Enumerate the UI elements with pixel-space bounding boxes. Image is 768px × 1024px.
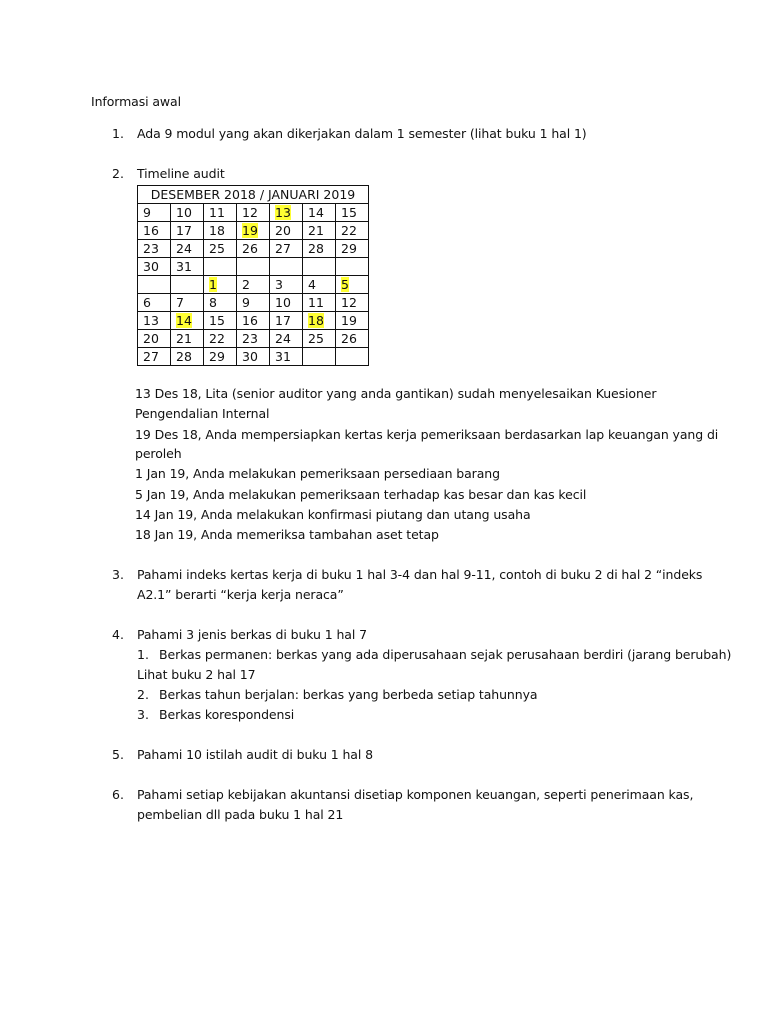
item-number: 1. (112, 126, 124, 141)
calendar-cell: 23 (138, 240, 171, 258)
calendar-cell: 27 (138, 348, 171, 366)
item-text: Pahami 3 jenis berkas di buku 1 hal 7 (137, 627, 367, 642)
calendar-cell: 25 (303, 330, 336, 348)
calendar-cell: 7 (171, 294, 204, 312)
calendar-row (138, 348, 369, 366)
item-text: Pahami 10 istilah audit di buku 1 hal 8 (137, 747, 373, 762)
calendar-cell: 29 (204, 348, 237, 366)
calendar-cell: 13 (138, 312, 171, 330)
calendar-cell: 26 (336, 330, 369, 348)
calendar-cell: 11 (303, 294, 336, 312)
calendar-cell (237, 258, 270, 276)
subitem-number: 1. (137, 647, 149, 662)
item-number: 3. (112, 567, 124, 582)
heading: Informasi awal (91, 94, 181, 109)
calendar-cell: 12 (237, 204, 270, 222)
subitem-number: 2. (137, 687, 149, 702)
calendar-cell (138, 276, 171, 294)
calendar-row (138, 204, 369, 222)
calendar-cell: 28 (303, 240, 336, 258)
calendar-row (138, 276, 369, 294)
subitem-number: 3. (137, 707, 149, 722)
subitem-text: Berkas tahun berjalan: berkas yang berbeda setiap tahunnya (159, 687, 538, 702)
calendar-cell: 8 (204, 294, 237, 312)
calendar-cell (336, 258, 369, 276)
highlighted-date: 18 (308, 313, 324, 328)
item-text: pembelian dll pada buku 1 hal 21 (137, 807, 344, 822)
calendar-cell: 30 (237, 348, 270, 366)
calendar-title-row (138, 186, 369, 204)
subitem-text: Lihat buku 2 hal 17 (137, 667, 256, 682)
calendar-row (138, 258, 369, 276)
item-text: Ada 9 modul yang akan dikerjakan dalam 1 semester (lihat buku 1 hal 1) (137, 126, 587, 141)
calendar-cell: 15 (204, 312, 237, 330)
calendar-cell: 18 (204, 222, 237, 240)
calendar-table (137, 185, 369, 366)
calendar-cell: 10 (270, 294, 303, 312)
calendar-cell: 26 (237, 240, 270, 258)
calendar-cell: 31 (171, 258, 204, 276)
calendar-title: DESEMBER 2018 / JANUARI 2019 (138, 186, 369, 204)
calendar-cell: 16 (237, 312, 270, 330)
calendar-cell: 27 (270, 240, 303, 258)
calendar-cell (171, 276, 204, 294)
highlighted-date: 1 (209, 277, 217, 292)
timeline-note: Pengendalian Internal (135, 406, 270, 421)
calendar-cell: 21 (303, 222, 336, 240)
calendar-cell: 9 (237, 294, 270, 312)
calendar-cell: 17 (171, 222, 204, 240)
calendar-cell: 15 (336, 204, 369, 222)
item-text: Timeline audit (137, 166, 225, 181)
item-number: 5. (112, 747, 124, 762)
item-text: A2.1” berarti “kerja kerja neraca” (137, 587, 344, 602)
calendar-cell: 30 (138, 258, 171, 276)
item-number: 2. (112, 166, 124, 181)
calendar-cell: 29 (336, 240, 369, 258)
calendar-cell (204, 258, 237, 276)
calendar-cell (303, 348, 336, 366)
subitem-text: Berkas korespondensi (159, 707, 295, 722)
calendar-row (138, 330, 369, 348)
calendar-cell: 11 (204, 204, 237, 222)
calendar-cell: 16 (138, 222, 171, 240)
timeline-note: 18 Jan 19, Anda memeriksa tambahan aset tetap (135, 527, 439, 542)
subitem-text: Berkas permanen: berkas yang ada diperusahaan sejak perusahaan berdiri (jarang berubah) (159, 647, 732, 662)
calendar-cell: 2 (237, 276, 270, 294)
calendar-cell (237, 222, 270, 240)
calendar-cell: 21 (171, 330, 204, 348)
calendar-row (138, 294, 369, 312)
timeline-note: 1 Jan 19, Anda melakukan pemeriksaan persediaan barang (135, 466, 500, 481)
calendar-cell: 20 (270, 222, 303, 240)
calendar-cell (270, 204, 303, 222)
calendar-cell: 24 (270, 330, 303, 348)
item-number: 6. (112, 787, 124, 802)
calendar-cell: 9 (138, 204, 171, 222)
calendar-cell: 22 (336, 222, 369, 240)
calendar-cell (336, 276, 369, 294)
calendar-cell: 6 (138, 294, 171, 312)
highlighted-date: 5 (341, 277, 349, 292)
calendar-cell: 31 (270, 348, 303, 366)
calendar-cell: 12 (336, 294, 369, 312)
calendar-cell: 3 (270, 276, 303, 294)
calendar-cell (336, 348, 369, 366)
calendar-cell (303, 258, 336, 276)
calendar-cell: 4 (303, 276, 336, 294)
timeline-note: 14 Jan 19, Anda melakukan konfirmasi piutang dan utang usaha (135, 507, 531, 522)
item-text: Pahami setiap kebijakan akuntansi disetiap komponen keuangan, seperti penerimaan kas, (137, 787, 694, 802)
highlighted-date: 13 (275, 205, 291, 220)
calendar-cell: 19 (336, 312, 369, 330)
calendar-cell: 23 (237, 330, 270, 348)
calendar-cell: 17 (270, 312, 303, 330)
item-number: 4. (112, 627, 124, 642)
calendar-cell (303, 312, 336, 330)
calendar-cell: 10 (171, 204, 204, 222)
calendar-cell: 20 (138, 330, 171, 348)
calendar-row (138, 222, 369, 240)
highlighted-date: 14 (176, 313, 192, 328)
calendar-cell: 28 (171, 348, 204, 366)
timeline-note: 13 Des 18, Lita (senior auditor yang anda gantikan) sudah menyelesaikan Kuesioner (135, 386, 657, 401)
item-text: Pahami indeks kertas kerja di buku 1 hal 3-4 dan hal 9-11, contoh di buku 2 di hal 2 “indeks (137, 567, 703, 582)
calendar-cell: 24 (171, 240, 204, 258)
calendar-row (138, 240, 369, 258)
calendar-cell: 22 (204, 330, 237, 348)
calendar-row (138, 312, 369, 330)
timeline-note: 5 Jan 19, Anda melakukan pemeriksaan terhadap kas besar dan kas kecil (135, 487, 587, 502)
timeline-note: 19 Des 18, Anda mempersiapkan kertas kerja pemeriksaan berdasarkan lap keuangan yang di (135, 427, 719, 442)
calendar-cell (204, 276, 237, 294)
highlighted-date: 19 (242, 223, 258, 238)
calendar-cell (171, 312, 204, 330)
calendar-cell: 25 (204, 240, 237, 258)
calendar-cell: 14 (303, 204, 336, 222)
timeline-note: peroleh (135, 446, 182, 461)
calendar-cell (270, 258, 303, 276)
